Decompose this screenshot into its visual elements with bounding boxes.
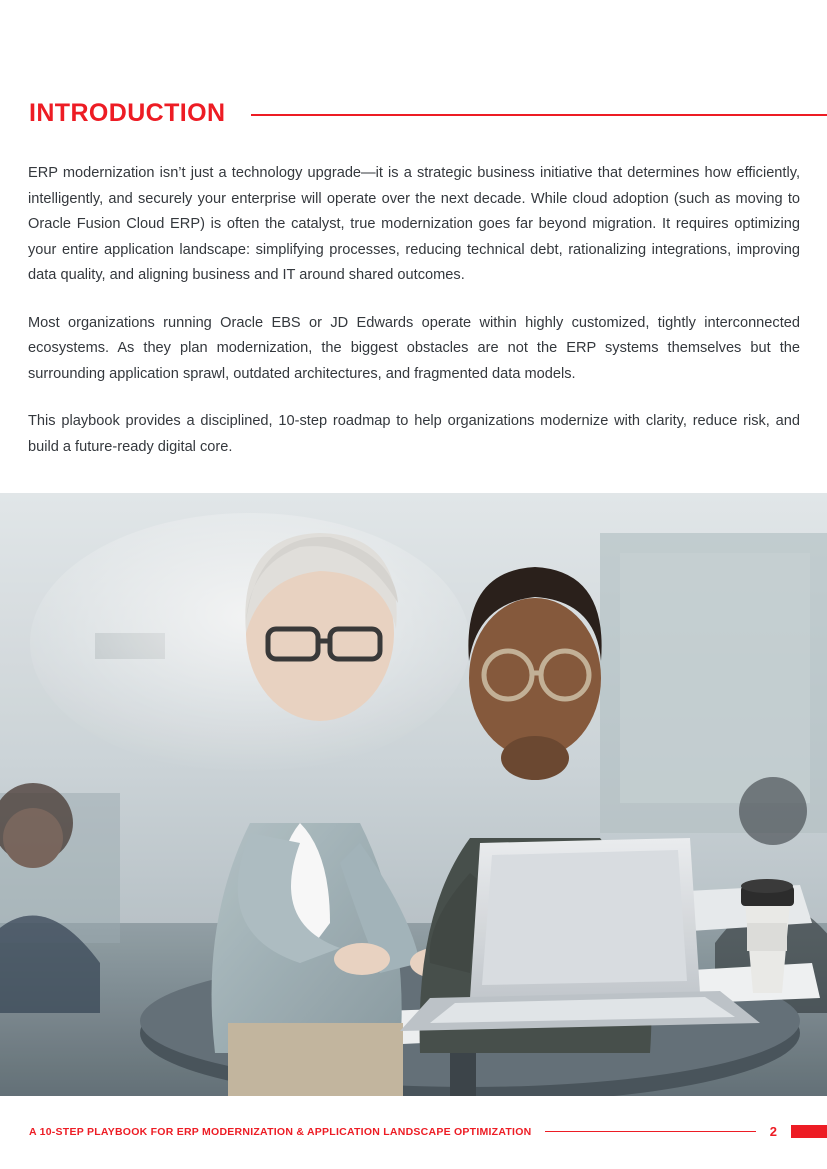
page-number: 2 [769, 1124, 777, 1139]
footer-accent-block [791, 1125, 827, 1138]
paragraph-2: Most organizations running Oracle EBS or JD Edwards operate within highly customized, tightly interconnected ecosystems. As they plan modernization, the biggest obstacles are not the ERP systems themselves but the surrounding application sprawl, outdated architectures, and fragmented data models. [28, 314, 800, 382]
footer-title: A 10-STEP PLAYBOOK FOR ERP MODERNIZATION & APPLICATION LANDSCAPE OPTIMIZATION [29, 1125, 532, 1138]
office-collaboration-photo [0, 493, 827, 1096]
body-copy [28, 161, 800, 460]
paragraph-3: This playbook provides a disciplined, 10-step roadmap to help organizations modernize with clarity, reduce risk, and build a future-ready digital core. [28, 413, 800, 455]
title-divider [251, 114, 827, 116]
paragraph-1: ERP modernization isn’t just a technology upgrade—it is a strategic business initiative that determines how efficiently, intelligently, and securely your enterprise will operate over the next decade. While cloud adoption (such as moving to Oracle Fusion Cloud ERP) is often the catalyst, true modernization goes far beyond migration. It requires optimizing your entire application landscape: simplifying processes, reducing technical debt, rationalizing integrations, improving data quality, and aligning business and IT around shared outcomes. [28, 165, 800, 283]
page-footer [0, 1096, 827, 1169]
footer-divider [545, 1131, 755, 1133]
section-header [29, 96, 827, 130]
page-title: INTRODUCTION [29, 98, 226, 127]
